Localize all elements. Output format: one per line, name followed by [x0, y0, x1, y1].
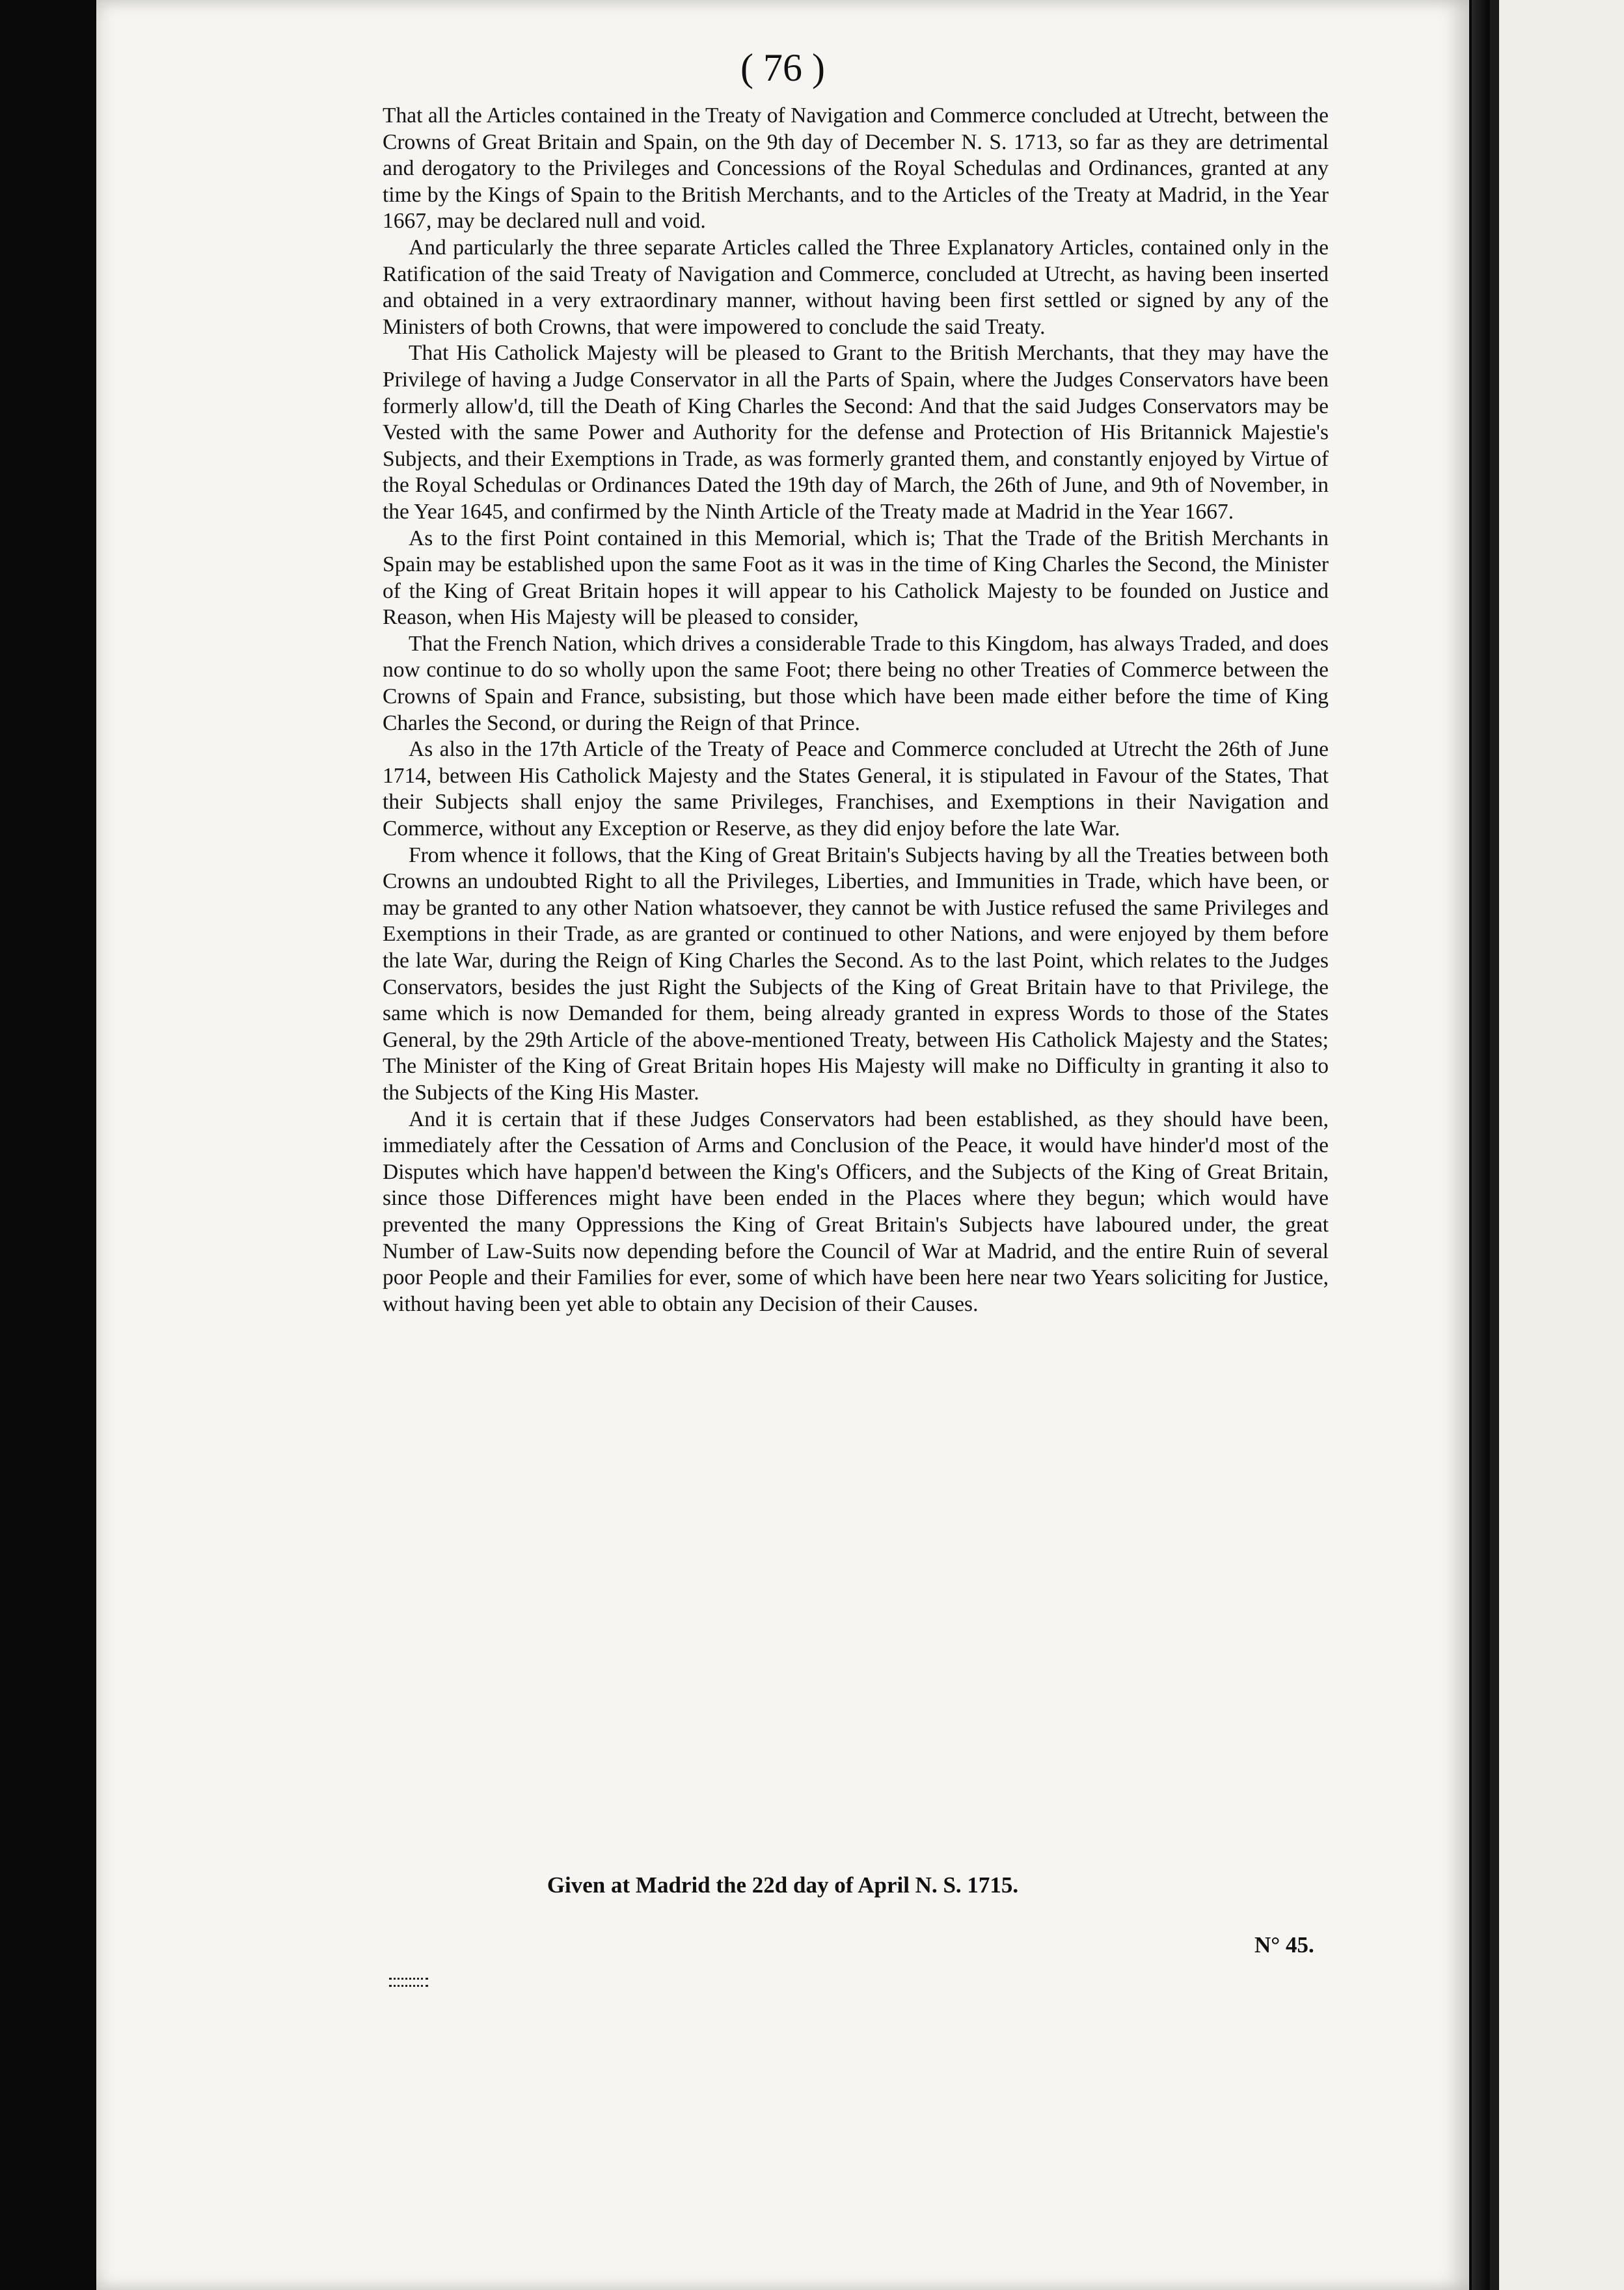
paragraph: As also in the 17th Article of the Treaty of Peace and Commerce concluded at Utrecht the 26th of June 1714, between His Catholick Majesty and the States General, it is stipulated in Favour of the States, That their Subjects shall enjoy the same Privileges, Franchises, and Exemptions in their Navigation and Commerce, without any Exception or Reserve, as they did enjoy before the late War.	[383, 737, 1329, 841]
facing-page-edge	[1490, 0, 1624, 2290]
document-body	[383, 103, 1329, 1317]
book-gutter	[1472, 0, 1487, 2290]
paragraph: That the French Nation, which drives a considerable Trade to this Kingdom, has always Traded, and does now continue to do so wholly upon the same Foot; there being no other Treaties of Commerce between the Crowns of Spain and France, subsisting, but those which have been made either before the time of King Charles the Second, or during the Reign of that Prince.	[383, 631, 1329, 735]
paragraph: That all the Articles contained in the Treaty of Navigation and Commerce concluded at Utrecht, between the Crowns of Great Britain and Spain, on the 9th day of December N. S. 1713, so far as they are detrimental and derogatory to the Privileges and Concessions of the Royal Schedulas and Ordinances, granted at any time by the Kings of Spain to the British Merchants, and to the Articles of the Treaty at Madrid, in the Year 1667, may be declared null and void.	[383, 103, 1329, 234]
paragraph: As to the first Point contained in this Memorial, which is; That the Trade of the British Merchants in Spain may be established upon the same Foot as it was in the time of King Charles the Second, the Minister of the King of Great Britain hopes it will appear to his Catholick Majesty to be founded on Justice and Reason, when His Majesty will be pleased to consider,	[383, 526, 1329, 630]
page-number: ( 76 )	[740, 46, 825, 89]
paragraph: From whence it follows, that the King of Great Britain's Subjects having by all the Treaties between both Crowns an undoubted Right to all the Privileges, Liberties, and Immunities in Trade, which have been, or may be granted to any other Nation whatsoever, they cannot be with Justice refused the same Privileges and Exemptions in their Trade, as are granted or continued to other Nations, and were enjoyed by them before the late War, during the Reign of King Charles the Second. As to the last Point, which relates to the Judges Conservators, besides the just Right the Subjects of the King of Great Britain have to that Privilege, the same which is now Demanded for them, being already granted in express Words to those of the States General, by the 29th Article of the above-mentioned Treaty, between His Catholick Majesty and the States; The Minister of the King of Great Britain hopes His Majesty will make no Difficulty in granting it also to the Subjects of the King His Master.	[383, 842, 1329, 1105]
paragraph: And particularly the three separate Articles called the Three Explanatory Articles, contained only in the Ratification of the said Treaty of Navigation and Commerce, concluded at Utrecht, as having been inserted and obtained in a very extraordinary manner, without having been first settled or signed by any of the Ministers of both Crowns, that were impowered to conclude the said Treaty.	[383, 235, 1329, 339]
paragraph: That His Catholick Majesty will be pleased to Grant to the British Merchants, that they may have the Privilege of having a Judge Conservator in all the Parts of Spain, where the Judges Conservators have been formerly allow'd, till the Death of King Charles the Second: And that the said Judges Conservators may be Vested with the same Power and Authority for the defense and Protection of His Britannick Majestie's Subjects, and their Exemptions in Trade, as was formerly granted them, and constantly enjoyed by Virtue of the Royal Schedulas or Ordinances Dated the 19th day of March, the 26th of June, and 9th of November, in the Year 1645, and confirmed by the Ninth Article of the Treaty made at Madrid in the Year 1667.	[383, 341, 1329, 524]
dateline: Given at Madrid the 22d day of April N. S. 1715.	[547, 1872, 1019, 1898]
paragraph: And it is certain that if these Judges Conservators had been established, as they should have been, immediately after the Cessation of Arms and Conclusion of the Peace, it would have hinder'd most of the Disputes which have happen'd between the King's Officers, and the Subjects of the King of Great Britain, since those Differences might have been ended in the Places where they begun; which would have prevented the many Oppressions the King of Great Britain's Subjects have laboured under, the great Number of Law-Suits now depending before the Council of War at Madrid, and the entire Ruin of several poor People and their Families for ever, some of which have been here near two Years soliciting for Justice, without having been yet able to obtain any Decision of their Causes.	[383, 1107, 1329, 1316]
printer-ornament	[389, 1978, 428, 1987]
catchword: N° 45.	[1254, 1932, 1314, 1958]
